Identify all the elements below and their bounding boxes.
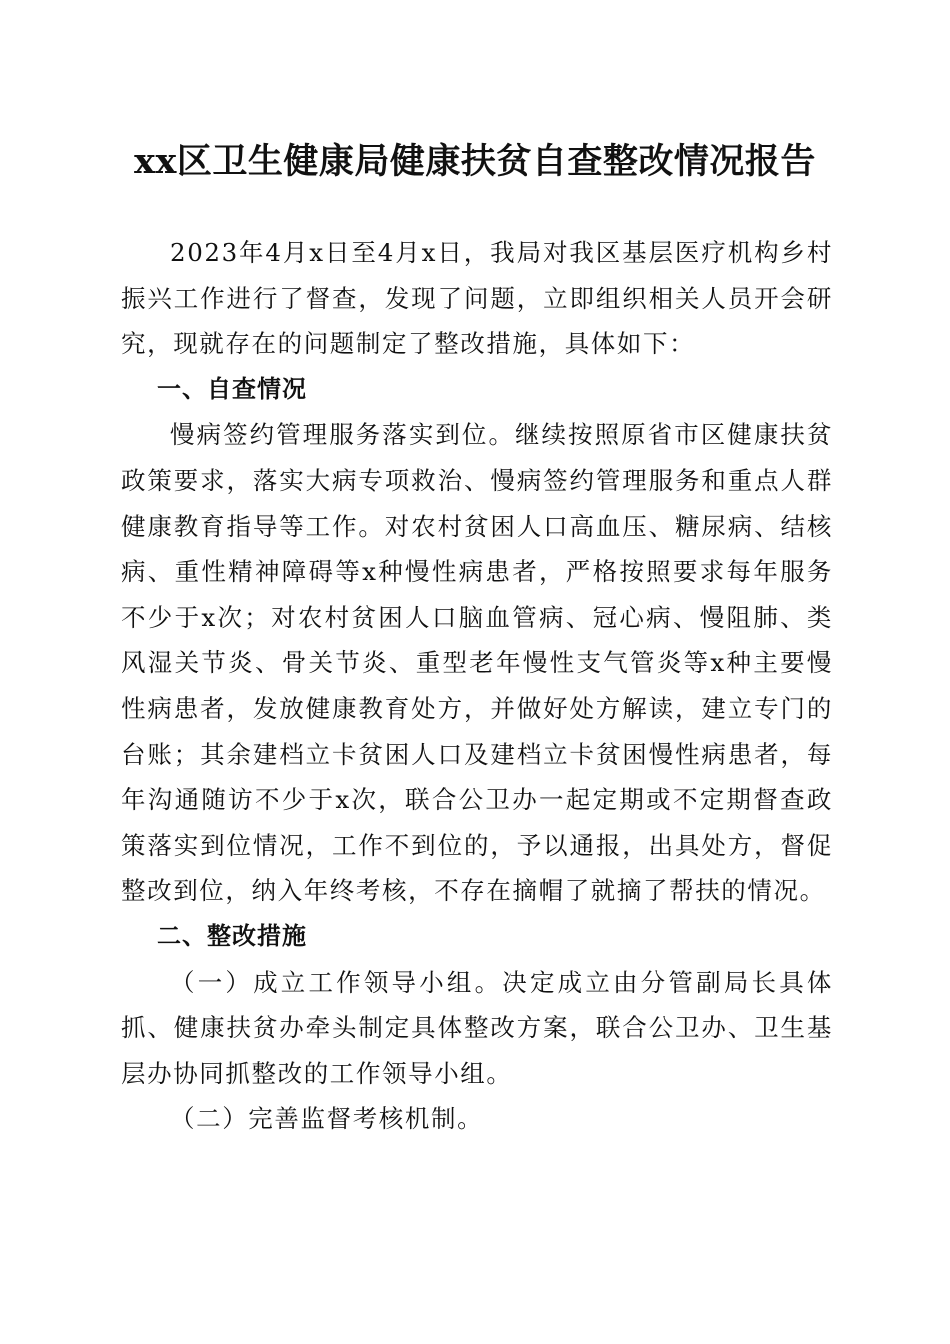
rectification-item-2: （二）完善监督考核机制。 bbox=[170, 1104, 484, 1134]
rectification-item-1: （一）成立工作领导小组。决定成立由分管副局长具体抓、健康扶贫办牵头制定具体整改方案，联合公卫办、卫生基层办协同抓整改的工作领导小组。 bbox=[121, 967, 833, 1088]
document-body bbox=[121, 230, 833, 1142]
section-heading-self-inspection: 一、自查情况 bbox=[157, 374, 307, 403]
self-inspection-paragraph: 慢病签约管理服务落实到位。继续按照原省市区健康扶贫政策要求，落实大病专项救治、慢病签约管理服务和重点人群健康教育指导等工作。对农村贫困人口高血压、糖尿病、结核病、重性精神障碍等x种慢性病患者，严格按照要求每年服务不少于x次；对农村贫困人口脑血管病、冠心病、慢阻肺、类风湿关节炎、骨关节炎、重型老年慢性支气管炎等x种主要慢性病患者，发放健康教育处方，并做好处方解读，建立专门的台账；其余建档立卡贫困人口及建档立卡贫困慢性病患者，每年沟通随访不少于x次，联合公卫办一起定期或不定期督查政策落实到位情况，工作不到位的，予以通报，出具处方，督促整改到位，纳入年终考核，不存在摘帽了就摘了帮扶的情况。 bbox=[121, 420, 833, 906]
section-heading-rectification: 二、整改措施 bbox=[157, 921, 307, 950]
intro-paragraph: 2023年4月x日至4月x日，我局对我区基层医疗机构乡村振兴工作进行了督查，发现了问题，立即组织相关人员开会研究，现就存在的问题制定了整改措施，具体如下： bbox=[121, 238, 833, 359]
document-title: xx区卫生健康局健康扶贫自查整改情况报告 bbox=[134, 141, 816, 182]
